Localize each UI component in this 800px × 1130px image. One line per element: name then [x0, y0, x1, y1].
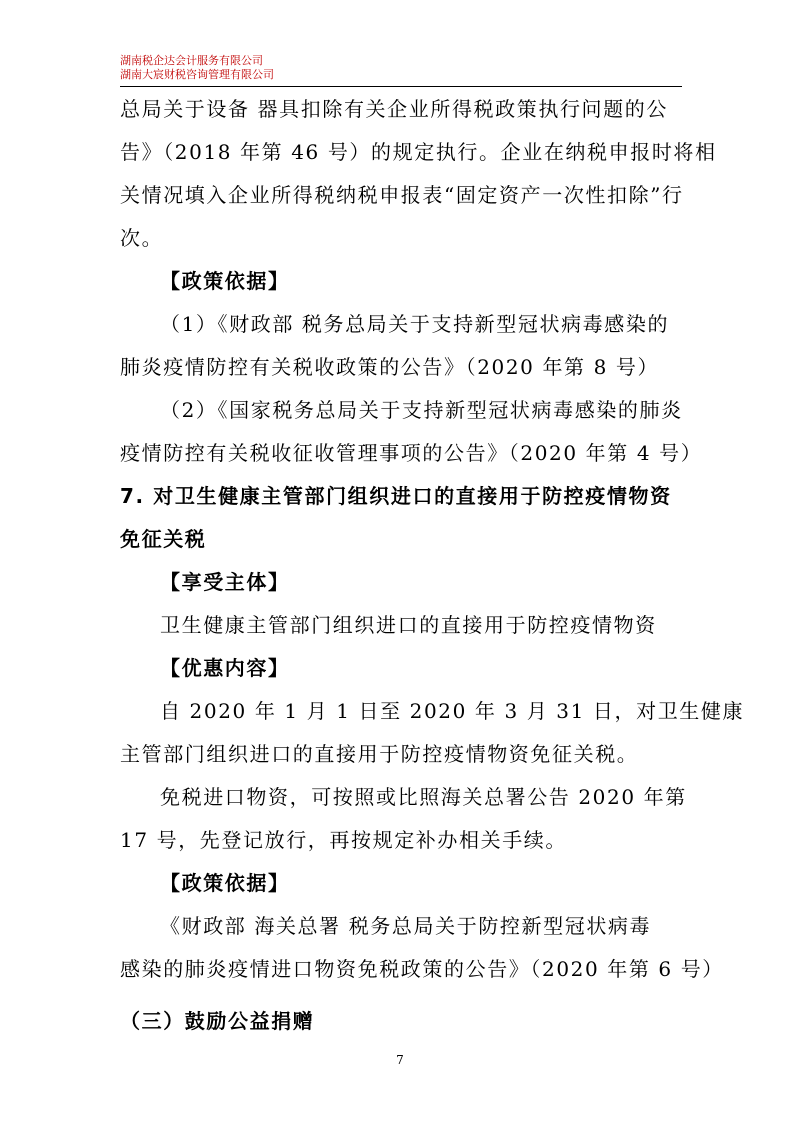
body-line: 肺炎疫情防控有关税收政策的公告》（2020 年第 8 号） — [120, 355, 660, 379]
item-heading: 7. 对卫生健康主管部门组织进口的直接用于防控疫情物资 — [120, 484, 672, 508]
page-number: 7 — [396, 1053, 404, 1067]
body-line: 17 号，先登记放行，再按规定补办相关手续。 — [120, 828, 568, 852]
header-company-1: 湖南税企达会计服务有限公司 — [120, 54, 263, 67]
body-line: 关情况填入企业所得税纳税申报表“固定资产一次性扣除”行 — [120, 183, 684, 207]
body-line: （1）《财政部 税务总局关于支持新型冠状病毒感染的 — [160, 312, 670, 336]
chapter-heading: （三）鼓励公益捐赠 — [120, 1009, 315, 1033]
section-heading: 【政策依据】 — [160, 269, 290, 293]
body-line: 自 2020 年 1 月 1 日至 2020 年 3 月 31 日，对卫生健康 — [160, 699, 745, 723]
section-heading: 【优惠内容】 — [160, 656, 290, 680]
body-line: 卫生健康主管部门组织进口的直接用于防控疫情物资 — [160, 613, 657, 637]
body-line: 总局关于设备 器具扣除有关企业所得税政策执行问题的公 — [120, 97, 668, 121]
body-line: 《财政部 海关总署 税务总局关于防控新型冠状病毒 — [160, 914, 652, 938]
section-heading: 【政策依据】 — [160, 871, 290, 895]
body-line: 次。 — [120, 226, 164, 250]
header-rule — [120, 86, 682, 87]
header-company-2: 湖南大宸财税咨询管理有限公司 — [120, 68, 274, 81]
section-heading: 【享受主体】 — [160, 570, 290, 594]
body-line: 免税进口物资，可按照或比照海关总署公告 2020 年第 — [160, 785, 687, 809]
body-line: 感染的肺炎疫情进口物资免税政策的公告》（2020 年第 6 号） — [120, 957, 724, 981]
body-line: （2）《国家税务总局关于支持新型冠状病毒感染的肺炎 — [160, 398, 683, 422]
page-header — [120, 54, 682, 82]
item-heading: 免征关税 — [120, 527, 207, 551]
body-line: 告》（2018 年第 46 号）的规定执行。企业在纳税申报时将相 — [120, 140, 717, 164]
body-line: 疫情防控有关税收征收管理事项的公告》（2020 年第 4 号） — [120, 441, 703, 465]
document-body — [120, 88, 745, 1043]
body-line: 主管部门组织进口的直接用于防控疫情物资免征关税。 — [120, 742, 639, 766]
